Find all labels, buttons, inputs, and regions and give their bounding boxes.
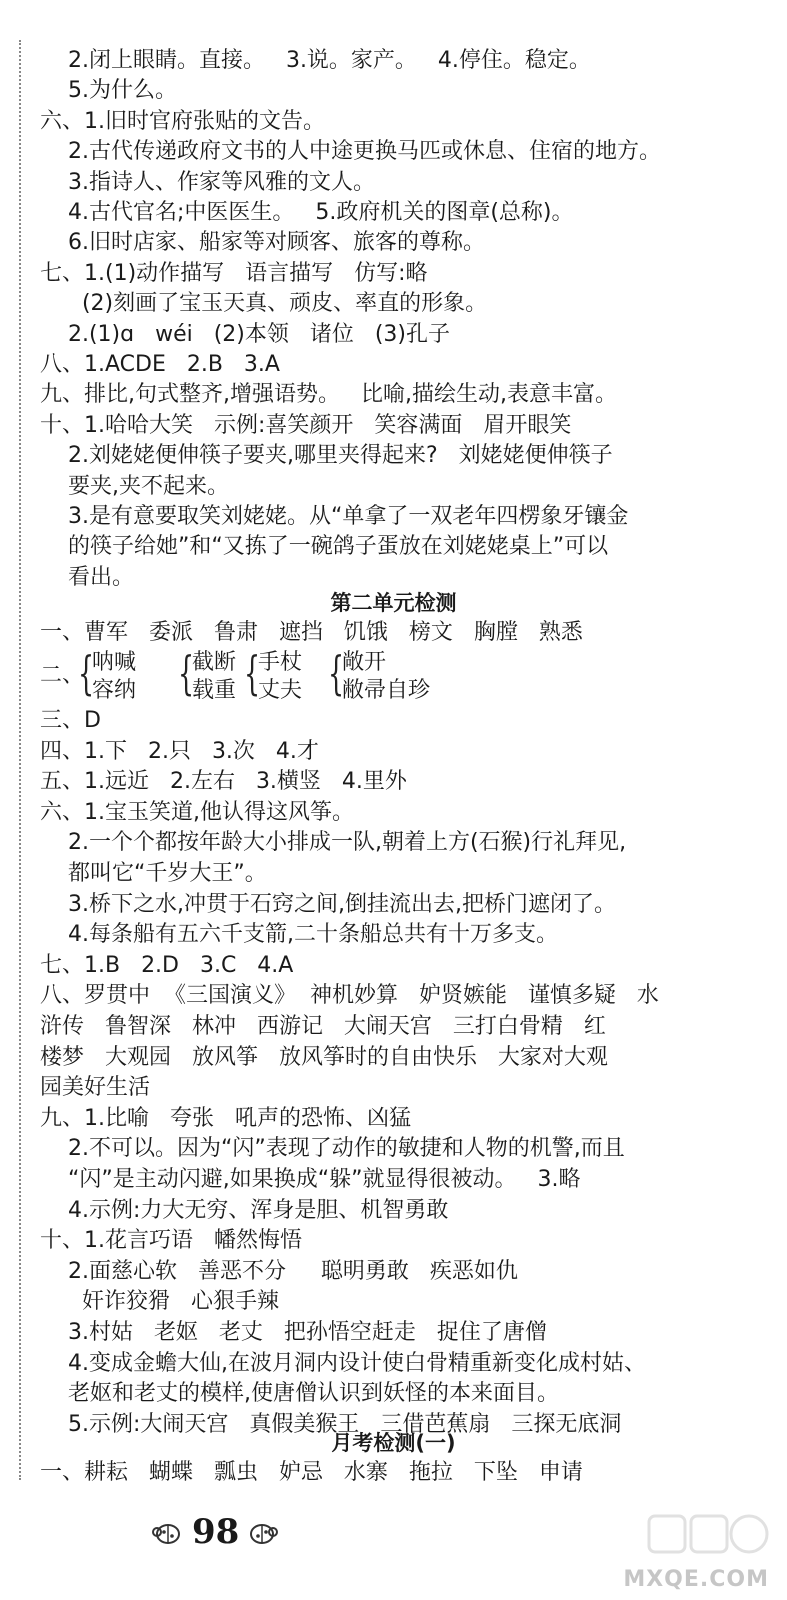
answer-line: 2.面慈心软 善恶不分 聪明勇敢 疾恶如仇 [40, 1258, 518, 1284]
pair-bottom: 敝帚自珍 [342, 678, 431, 703]
answer-line: 5.示例:大闹天宫 真假美猴王 三借芭蕉扇 三探无底洞 [40, 1411, 622, 1437]
answer-line: 4.示例:力大无穷、浑身是胆、机智勇敢 [40, 1197, 449, 1223]
answer-line: 一、曹军 委派 鲁肃 遮挡 饥饿 榜文 胸膛 熟悉 [40, 620, 583, 645]
answer-line: 4.变成金蟾大仙,在波月洞内设计使白骨精重新变化成村姑、 [40, 1350, 646, 1376]
answer-line: 九、1.比喻 夸张 吼声的恐怖、凶猛 [40, 1105, 411, 1131]
answer-line: 2.(1)ɑ wéi (2)本领 诸位 (3)孔子 [40, 321, 450, 347]
answer-line: 一、耕耘 蝴蝶 瓢虫 妒忌 水寨 拖拉 下坠 申请 [40, 1460, 583, 1485]
answer-line: 3.村姑 老妪 老丈 把孙悟空赶走 捉住了唐僧 [40, 1320, 547, 1345]
pair-top: 手杖 [258, 650, 303, 675]
watermark-text: MXQE.COM [623, 1567, 769, 1592]
answer-line: 十、1.花言巧语 幡然悔悟 [40, 1228, 302, 1254]
answer-line: 四、1.下 2.只 3.次 4.才 [40, 738, 319, 764]
answer-line: 十、1.哈哈大笑 示例:喜笑颜开 笑容满面 眉开眼笑 [40, 412, 572, 438]
answer-line: 八、1.ACDE 2.B 3.A [40, 352, 280, 377]
answer-line: 2.闭上眼睛。直接。 3.说。家产。 4.停住。稳定。 [40, 48, 591, 73]
answer-line: 五、1.远近 2.左右 3.横竖 4.里外 [40, 769, 407, 795]
section-title-monthly-test: 月考检测(一) [331, 1431, 456, 1455]
answer-line: 3.是有意要取笑刘姥姥。从“单拿了一双老年四楞象牙镶金 [40, 504, 629, 529]
answer-line: 2.不可以。因为“闪”表现了动作的敏捷和人物的机警,而且 [40, 1136, 625, 1162]
answer-line: 六、1.旧时官府张贴的文告。 [40, 108, 325, 134]
answer-line: 九、排比,句式整齐,增强语势。 比喻,描绘生动,表意丰富。 [40, 382, 617, 408]
answer-line: 都叫它“千岁大王”。 [40, 861, 267, 886]
answer-line: 3.桥下之水,冲贯于石窍之间,倒挂流出去,把桥门遮闭了。 [40, 891, 616, 917]
brace-mark: { [328, 646, 345, 700]
pair-top: 呐喊 [92, 650, 137, 675]
answer-line: 2.一个个都按年龄大小排成一队,朝着上方(石猴)行礼拜见, [40, 830, 627, 856]
brace-mark: { [244, 646, 261, 700]
answer-line: 奸诈狡猾 心狠手辣 [40, 1289, 279, 1315]
answer-line: 看出。 [40, 564, 134, 590]
answer-line: 七、1.B 2.D 3.C 4.A [40, 952, 294, 978]
answer-line: 的筷子给她”和“又拣了一碗鸽子蛋放在刘姥姥桌上”可以 [40, 534, 609, 560]
brace-mark: { [178, 646, 195, 700]
answer-line: 六、1.宝玉笑道,他认得这风筝。 [40, 799, 354, 825]
answer-line: 6.旧时店家、船家等对顾客、旅客的尊称。 [40, 230, 485, 256]
answer-line: 5.为什么。 [40, 78, 177, 104]
pair-bottom: 载重 [192, 678, 237, 703]
pairs-label: 二、 [40, 663, 85, 688]
answer-line: 2.古代传递政府文书的人中途更换马匹或休息、住宿的地方。 [40, 139, 661, 165]
answer-line: 楼梦 大观园 放风筝 放风筝时的自由快乐 大家对大观 [40, 1044, 608, 1070]
pair-top: 截断 [192, 650, 237, 675]
page-number: 98 [192, 1512, 240, 1552]
ladybug-right-icon [248, 1520, 280, 1546]
answer-line: 八、罗贯中 《三国演义》 神机妙算 妒贤嫉能 谨慎多疑 水 [40, 983, 659, 1009]
answer-line: 三、D [40, 708, 101, 733]
section-title-unit2: 第二单元检测 [330, 591, 457, 615]
pair-bottom: 容纳 [92, 678, 137, 703]
answer-line: 要夹,夹不起来。 [40, 473, 229, 499]
answer-line: 老妪和老丈的模样,使唐僧认识到妖怪的本来面目。 [40, 1381, 559, 1407]
answer-line: 浒传 鲁智深 林冲 西游记 大闹天宫 三打白骨精 红 [40, 1014, 606, 1039]
pair-top: 敞开 [342, 650, 387, 675]
answer-line: 园美好生活 [40, 1075, 151, 1101]
margin-dotted-rule [19, 40, 21, 1480]
pair-bottom: 丈夫 [258, 678, 303, 703]
answer-line: 2.刘姥姥便伸筷子要夹,哪里夹得起来? 刘姥姥便伸筷子 [40, 443, 613, 469]
answer-line: 七、1.(1)动作描写 语言描写 仿写:略 [40, 260, 428, 286]
answer-line: “闪”是主动闪避,如果换成“躲”就显得很被动。 3.略 [40, 1167, 581, 1192]
ladybug-left-icon [150, 1520, 182, 1546]
answer-line: 4.每条船有五六千支箭,二十条船总共有十万多支。 [40, 922, 558, 948]
answer-line: 3.指诗人、作家等风雅的文人。 [40, 169, 375, 195]
answer-line: (2)刻画了宝玉天真、顽皮、率直的形象。 [40, 291, 488, 317]
brace-mark: { [78, 646, 95, 700]
answer-line: 4.古代官名;中医医生。 5.政府机关的图章(总称)。 [40, 200, 574, 225]
